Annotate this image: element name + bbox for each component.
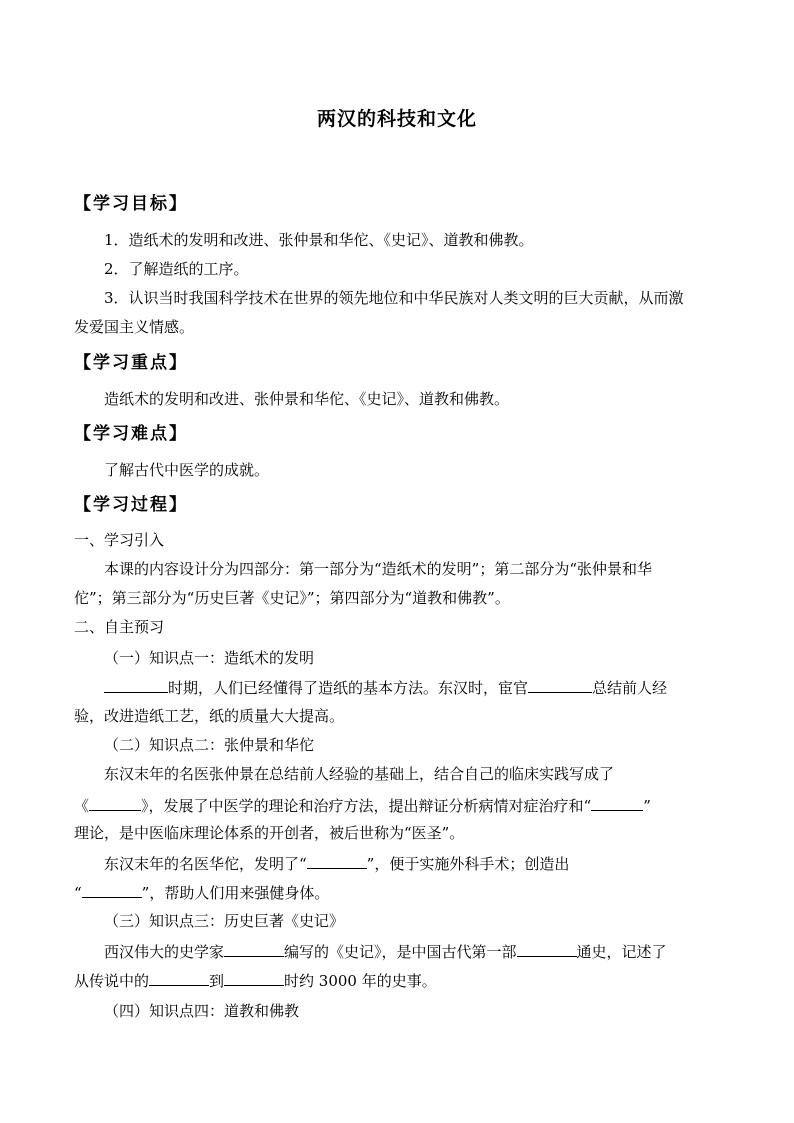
fill-blank [224,969,284,986]
text-segment: 编写的《史记》，是中国古代第一部 [284,943,517,961]
knowledge-point-2-line-4 [104,852,569,875]
text-segment: 》，发展了中医学的理论和治疗方法，提出辩证分析病情对症治疗和“ [141,797,592,815]
text-segment: 总结前人经 [592,679,668,697]
objective-item-2: 2．了解造纸的工序。 [104,260,249,278]
fill-blank [149,969,209,986]
fill-blank [517,940,577,957]
fill-blank [82,881,142,898]
page-title: 两汉的科技和文化 [316,108,477,130]
text-segment: “ [74,884,82,902]
text-segment: ”，便于实施外科手术；创造出 [366,855,570,873]
knowledge-point-2-line-2 [74,794,651,817]
knowledge-point-2-heading: （二）知识点二：张仲景和华佗 [104,736,315,754]
fill-blank [528,676,592,693]
text-segment: 西汉伟大的史学家 [104,943,225,961]
text-segment: 《 [74,797,90,815]
knowledge-point-3-line-1 [104,940,667,963]
knowledge-point-1-line-1 [104,676,667,699]
knowledge-point-1-heading: （一）知识点一：造纸术的发明 [104,649,315,667]
key-points-text: 造纸术的发明和改进、张仲景和华佗、《史记》、道教和佛教。 [104,390,510,408]
text-segment: 从传说中的 [74,972,150,990]
knowledge-point-2-line-1: 东汉末年的名医张仲景在总结前人经验的基础上，结合自己的临床实践写成了 [104,765,615,783]
part1-heading: 一、学习引入 [74,531,165,549]
section-heading-objectives: 【学习目标】 [74,194,188,214]
text-segment: 东汉末年的名医华佗，发明了“ [104,855,307,873]
part2-heading: 二、自主预习 [74,618,165,636]
knowledge-point-3-heading: （三）知识点三：历史巨著《史记》 [104,912,345,930]
knowledge-point-4-heading: （四）知识点四：道教和佛教 [104,1002,300,1020]
knowledge-point-2-line-5 [74,881,329,904]
text-segment: 时约 3000 年的史事。 [284,972,437,990]
section-heading-key-points: 【学习重点】 [74,353,188,373]
text-segment: ” [643,797,651,815]
section-heading-difficulties: 【学习难点】 [74,424,188,444]
knowledge-point-3-line-2 [74,969,437,992]
knowledge-point-2-line-3: 理论，是中医临床理论体系的开创者，被后世称为“医圣”。 [74,824,465,842]
text-segment: 通史，记述了 [576,943,667,961]
objective-item-1: 1．造纸术的发明和改进、张仲景和华佗、《史记》、道教和佛教。 [104,231,534,249]
knowledge-point-1-line-2: 验，改进造纸工艺，纸的质量大大提高。 [74,707,345,725]
fill-blank [104,676,168,693]
objective-item-3-line-2: 发爱国主义情感。 [74,318,195,336]
objective-item-3-line-1: 3．认识当时我国科学技术在世界的领先地位和中华民族对人类文明的巨大贡献，从而激 [104,289,684,307]
text-segment: 时期，人们已经懂得了造纸的基本方法。东汉时，宦官 [168,679,529,697]
text-segment: ”，帮助人们用来强健身体。 [141,884,330,902]
text-segment: 到 [209,972,225,990]
part1-text-line-1: 本课的内容设计分为四部分：第一部分为“造纸术的发明”；第二部分为“张仲景和华 [104,560,653,578]
part1-text-line-2: 佗”；第三部分为“历史巨著《史记》”；第四部分为“道教和佛教”。 [74,589,510,607]
fill-blank [591,794,643,811]
section-heading-process: 【学习过程】 [74,495,188,515]
fill-blank [307,852,367,869]
difficulties-text: 了解古代中医学的成就。 [104,461,270,479]
fill-blank [224,940,284,957]
fill-blank [89,794,141,811]
